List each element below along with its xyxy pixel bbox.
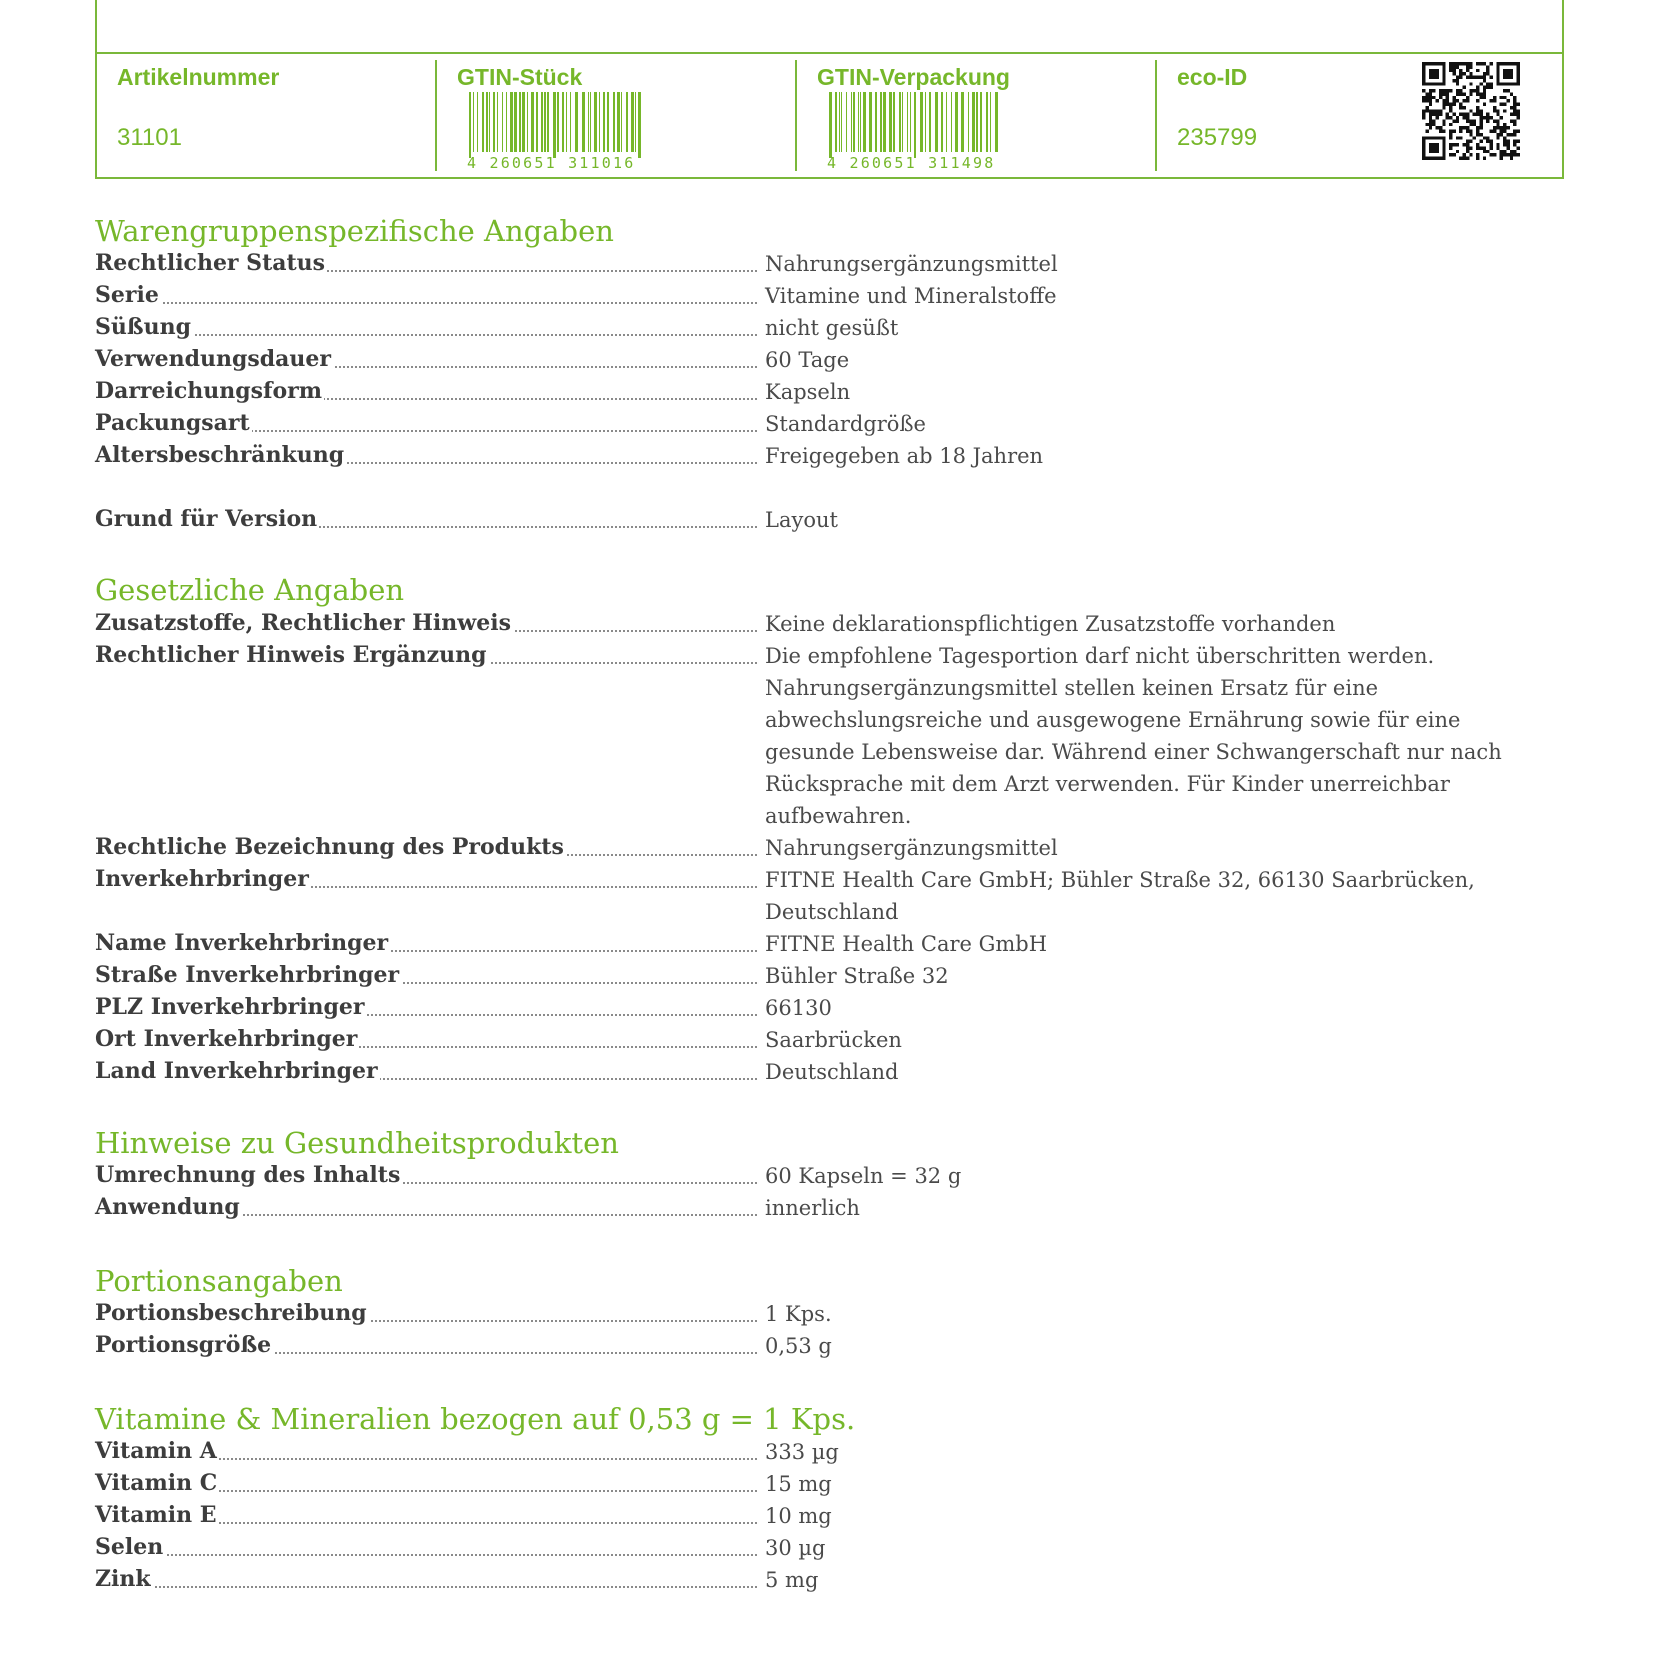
row-value: Deutschland bbox=[765, 1060, 899, 1084]
artikelnummer-value: 31101 bbox=[117, 124, 182, 151]
row-label: Zink bbox=[95, 1566, 151, 1592]
gtin-stueck-label: GTIN-Stück bbox=[457, 64, 583, 90]
row-label: Straße Inverkehrbringer bbox=[95, 962, 400, 988]
row-label: Altersbeschränkung bbox=[95, 442, 345, 468]
gtin-stueck-barcode bbox=[467, 92, 642, 176]
row-label: PLZ Inverkehrbringer bbox=[95, 994, 365, 1020]
row-label: Portionsbeschreibung bbox=[95, 1300, 367, 1326]
row-value: Die empfohlene Tagesportion darf nicht überschritten werden. Nahrungsergänzungsmittel stellen keinen Ersatz für eine abwechslungsreiche und ausgewogene Ernährung sowie für eine gesunde Lebensweise dar. Während einer Schwangerschaft nur nach Rücksprache mit dem Arzt verwenden. Für Kinder unerreichbar aufbewahren. bbox=[765, 644, 1502, 828]
dot-leader bbox=[95, 1554, 757, 1556]
row-value: Freigegeben ab 18 Jahren bbox=[765, 444, 1044, 468]
row-value: 66130 bbox=[765, 996, 832, 1020]
row-label: Vitamin E bbox=[95, 1502, 217, 1528]
list-item bbox=[95, 610, 1535, 642]
row-label: Vitamin A bbox=[95, 1438, 217, 1464]
list-item bbox=[95, 930, 1535, 962]
list-item bbox=[95, 642, 1535, 828]
row-label: Ort Inverkehrbringer bbox=[95, 1026, 358, 1052]
list-item bbox=[95, 834, 1535, 866]
row-value: innerlich bbox=[765, 1196, 860, 1220]
gtin-stueck-cell bbox=[437, 54, 797, 177]
row-label: Name Inverkehrbringer bbox=[95, 930, 389, 956]
section-title-gesetzliche: Gesetzliche Angaben bbox=[95, 573, 405, 607]
row-value: Layout bbox=[765, 508, 838, 532]
list-item bbox=[95, 442, 1535, 474]
dot-leader bbox=[95, 334, 757, 336]
row-label: Vitamin C bbox=[95, 1470, 218, 1496]
row-value: 60 Kapseln = 32 g bbox=[765, 1164, 962, 1188]
list-item bbox=[95, 866, 1535, 924]
row-value: 0,53 g bbox=[765, 1334, 832, 1358]
row-label: Rechtliche Bezeichnung des Produkts bbox=[95, 834, 564, 860]
list-item bbox=[95, 1566, 1535, 1598]
list-item bbox=[95, 1194, 1535, 1226]
row-label: Packungsart bbox=[95, 410, 250, 436]
barcode-icon bbox=[467, 92, 642, 158]
row-value: 333 µg bbox=[765, 1440, 839, 1464]
gtin-stueck-number: 4 260651 311016 bbox=[467, 154, 636, 172]
row-value: Keine deklarationspflichtigen Zusatzstoffe vorhanden bbox=[765, 612, 1336, 636]
gtin-verpackung-label: GTIN-Verpackung bbox=[817, 64, 1010, 90]
row-value: nicht gesüßt bbox=[765, 316, 899, 340]
section-title-warengruppen: Warengruppenspezifische Angaben bbox=[95, 214, 614, 248]
row-label: Grund für Version bbox=[95, 506, 318, 532]
list-item bbox=[95, 1502, 1535, 1534]
row-value: Saarbrücken bbox=[765, 1028, 902, 1052]
row-value: FITNE Health Care GmbH bbox=[765, 932, 1048, 956]
eco-id-label: eco-ID bbox=[1177, 64, 1248, 90]
row-label: Portionsgröße bbox=[95, 1332, 272, 1358]
section-title-gesundheit: Hinweise zu Gesundheitsprodukten bbox=[95, 1126, 619, 1160]
row-value: FITNE Health Care GmbH; Bühler Straße 32, 66130 Saarbrücken, Deutschland bbox=[765, 868, 1475, 924]
list-item bbox=[95, 410, 1535, 442]
gtin-verpackung-number: 4 260651 311498 bbox=[827, 154, 996, 172]
gtin-verpackung-cell bbox=[797, 54, 1157, 177]
row-value: Vitamine und Mineralstoffe bbox=[765, 284, 1057, 308]
qr-code-icon bbox=[1422, 62, 1520, 160]
list-item bbox=[95, 250, 1535, 282]
list-item bbox=[95, 1438, 1535, 1470]
row-label: Umrechnung des Inhalts bbox=[95, 1162, 401, 1188]
row-label: Selen bbox=[95, 1534, 164, 1560]
list-item bbox=[95, 1300, 1535, 1332]
list-item bbox=[95, 1332, 1535, 1364]
list-item bbox=[95, 378, 1535, 410]
list-item bbox=[95, 1534, 1535, 1566]
barcode-icon bbox=[827, 92, 1002, 158]
row-value: Kapseln bbox=[765, 380, 851, 404]
row-value: 10 mg bbox=[765, 1504, 832, 1528]
row-label: Inverkehrbringer bbox=[95, 866, 309, 892]
product-header-box bbox=[95, 0, 1564, 179]
row-value: 60 Tage bbox=[765, 348, 850, 372]
row-value: 1 Kps. bbox=[765, 1302, 832, 1326]
row-label: Anwendung bbox=[95, 1194, 240, 1220]
gtin-verpackung-barcode bbox=[827, 92, 1002, 176]
list-item bbox=[95, 1162, 1535, 1194]
row-label: Serie bbox=[95, 282, 159, 308]
list-item bbox=[95, 346, 1535, 378]
row-label: Süßung bbox=[95, 314, 191, 340]
row-value: 30 µg bbox=[765, 1536, 826, 1560]
row-value: Nahrungsergänzungsmittel bbox=[765, 252, 1058, 276]
row-label: Rechtlicher Hinweis Ergänzung bbox=[95, 642, 487, 668]
section-title-portion: Portionsangaben bbox=[95, 1264, 343, 1298]
row-label: Rechtlicher Status bbox=[95, 250, 326, 276]
artikelnummer-cell bbox=[97, 54, 437, 177]
list-item bbox=[95, 994, 1535, 1026]
list-item bbox=[95, 314, 1535, 346]
row-value: Standardgröße bbox=[765, 412, 926, 436]
list-item bbox=[95, 962, 1535, 994]
section-title-vitamine: Vitamine & Mineralien bezogen auf 0,53 g = 1 Kps. bbox=[95, 1402, 856, 1436]
list-item bbox=[95, 506, 1535, 538]
dot-leader bbox=[95, 302, 757, 304]
row-label: Land Inverkehrbringer bbox=[95, 1058, 378, 1084]
row-label: Verwendungsdauer bbox=[95, 346, 331, 372]
eco-id-cell bbox=[1157, 54, 1562, 177]
row-label: Zusatzstoffe, Rechtlicher Hinweis bbox=[95, 610, 511, 636]
row-value: 15 mg bbox=[765, 1472, 832, 1496]
product-id-row bbox=[97, 52, 1562, 177]
row-value: Bühler Straße 32 bbox=[765, 964, 949, 988]
row-value: 5 mg bbox=[765, 1568, 819, 1592]
list-item bbox=[95, 1026, 1535, 1058]
dot-leader bbox=[95, 1586, 757, 1588]
row-value: Nahrungsergänzungsmittel bbox=[765, 836, 1058, 860]
list-item bbox=[95, 1470, 1535, 1502]
eco-id-value: 235799 bbox=[1177, 124, 1258, 151]
row-label: Darreichungsform bbox=[95, 378, 323, 404]
list-item bbox=[95, 1058, 1535, 1090]
artikelnummer-label: Artikelnummer bbox=[117, 64, 280, 90]
list-item bbox=[95, 282, 1535, 314]
